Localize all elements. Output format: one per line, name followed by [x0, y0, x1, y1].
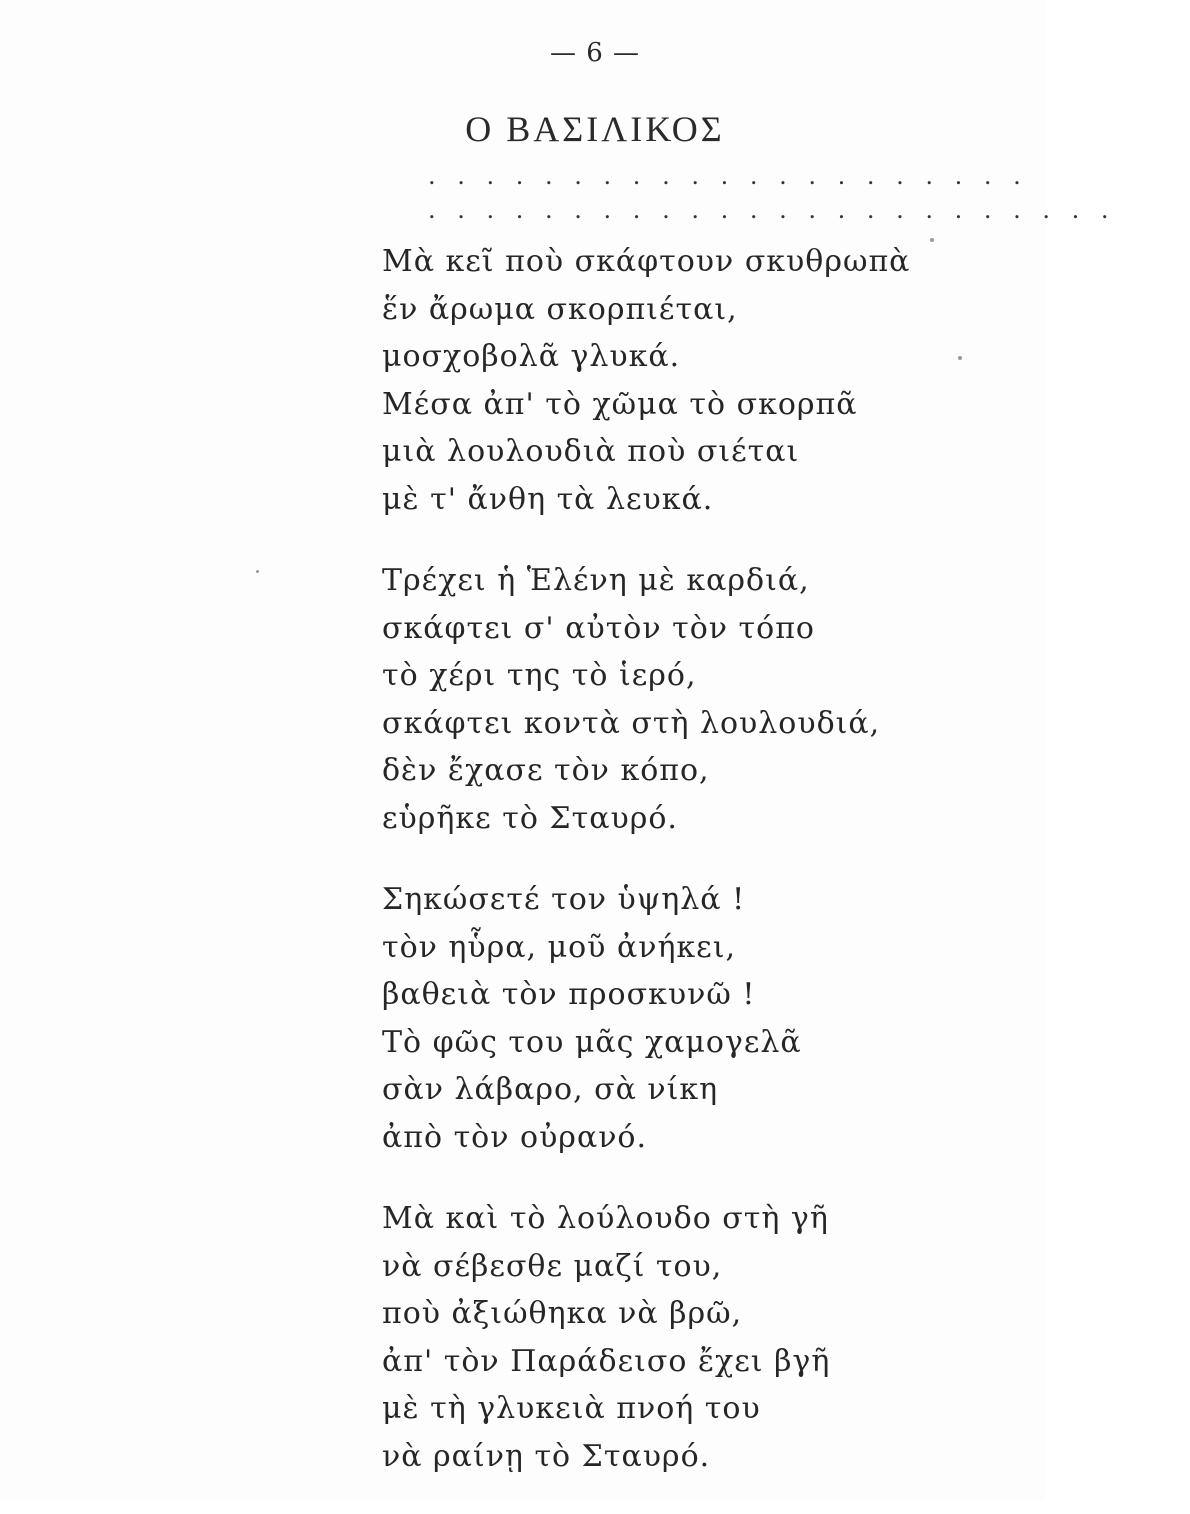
verse-line: ποὺ ἀξιώθηκα νὰ βρῶ,	[382, 1296, 743, 1331]
verse-line: μοσχοβολᾶ γλυκά.	[382, 339, 681, 374]
verse-line: ἕν ἄρωμα σκορπιέται,	[382, 291, 738, 327]
poem-title: Ο ΒΑΣΙΛΙΚΟΣ	[465, 109, 725, 149]
ellipsis-line: . . . . . . . . . . . . . . . . . . . . .	[428, 162, 1028, 190]
stanza	[382, 1195, 942, 1480]
verse-line: Μὰ κεῖ ποὺ σκάφτουν σκυθρωπὰ	[382, 244, 911, 279]
verse-line: Σηκώσετέ τον ὑψηλά !	[382, 882, 746, 917]
stanza	[382, 238, 942, 523]
verse-line: νὰ σέβεσθε μαζί του,	[382, 1248, 723, 1284]
page-number: — 6 —	[549, 38, 641, 68]
verse-line: βαθειὰ τὸν προσκυνῶ !	[382, 977, 756, 1012]
verse-line: τὸν ηὗρα, μοῦ ἀνήκει,	[382, 929, 737, 965]
verse-line: σκάφτει σ' αὐτὸν τὸν τόπο	[382, 610, 815, 646]
verse-line: Τρέχει ἡ Ἑλένη μὲ καρδιά,	[382, 563, 810, 598]
stanza	[382, 557, 942, 842]
poem-body	[382, 238, 942, 1514]
verse-line: ἀπὸ τὸν οὐρανό.	[382, 1119, 648, 1155]
verse-line: σὰν λάβαρο, σὰ νίκη	[382, 1072, 719, 1107]
paper-speck	[930, 238, 934, 242]
verse-line: Τὸ φῶς του μᾶς χαμογελᾶ	[382, 1024, 802, 1060]
verse-line: σκάφτει κοντὰ στὴ λουλουδιά,	[382, 705, 881, 741]
verse-line: Μὰ καὶ τὸ λούλουδο στὴ γῆ	[382, 1201, 829, 1236]
verse-line: νὰ ραίνῃ τὸ Σταυρό.	[382, 1438, 711, 1474]
paper-speck	[256, 570, 259, 573]
verse-line: τὸ χέρι της τὸ ἱερό,	[382, 658, 697, 693]
verse-line: ἀπ' τὸν Παράδεισο ἔχει βγῆ	[382, 1343, 831, 1379]
verse-line: Μέσα ἀπ' τὸ χῶμα τὸ σκορπᾶ	[382, 386, 858, 422]
verse-line: μὲ τ' ἄνθη τὰ λευκά.	[382, 481, 714, 517]
stanza	[382, 876, 942, 1161]
verse-line: εὑρῆκε τὸ Σταυρό.	[382, 800, 678, 836]
verse-line: μιὰ λουλουδιὰ ποὺ σιέται	[382, 434, 800, 469]
verse-line: δὲν ἔχασε τὸν κόπο,	[382, 753, 710, 788]
ellipsis-line: . . . . . . . . . . . . . . . . . . . . . . . .	[428, 196, 1116, 224]
paper-speck	[958, 356, 962, 360]
verse-line: μὲ τὴ γλυκειὰ πνοή του	[382, 1391, 761, 1426]
